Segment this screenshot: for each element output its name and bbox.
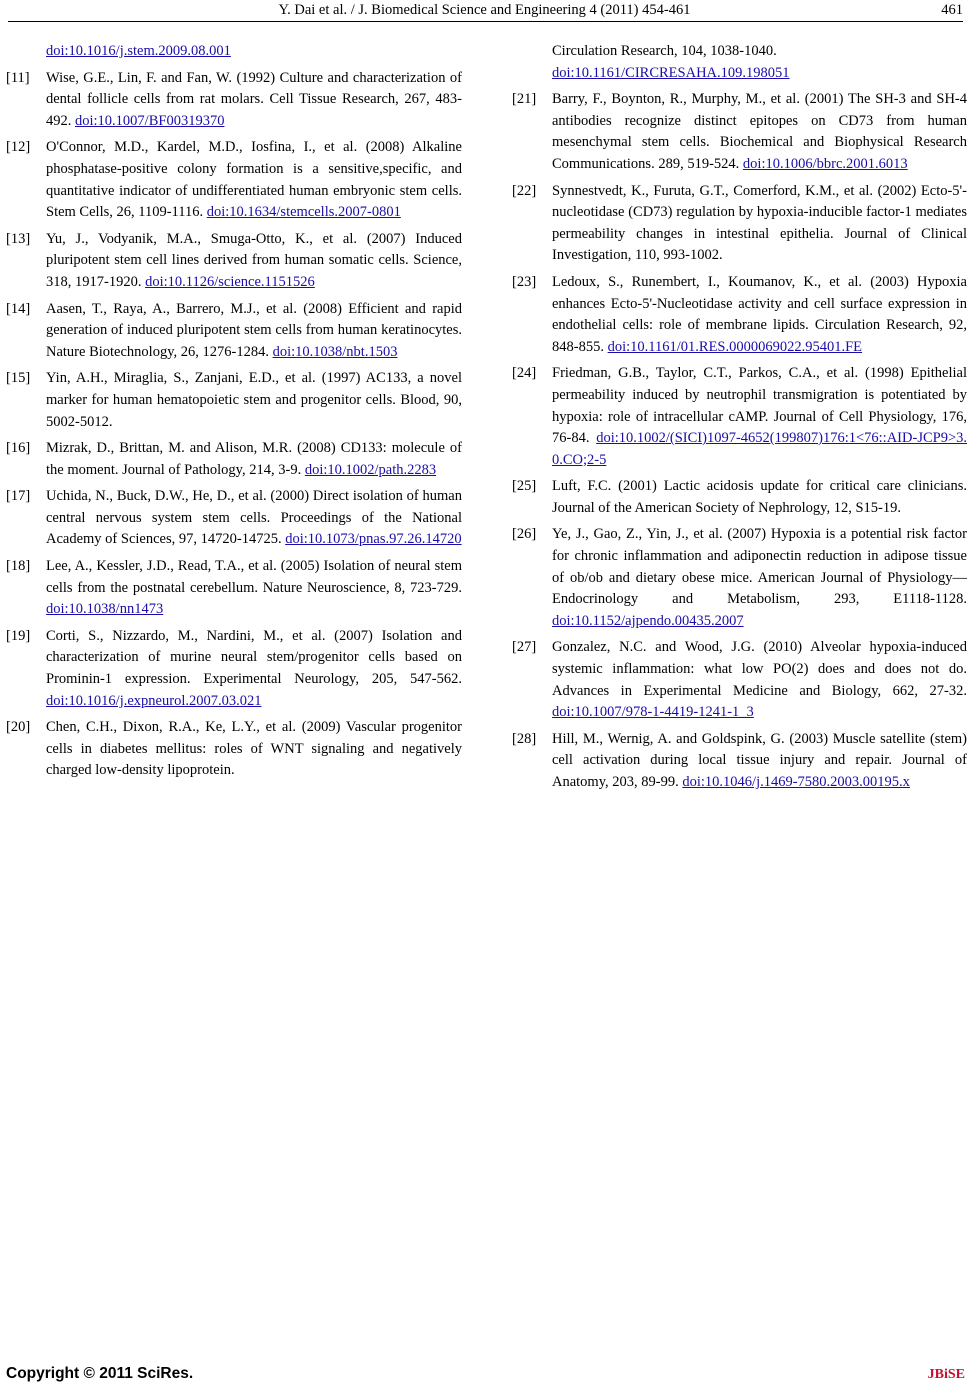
right-reference-list — [512, 89, 967, 793]
copyright-notice: Copyright © 2011 SciRes. — [6, 1365, 194, 1382]
left-column — [6, 41, 462, 787]
reference-text: Mizrak, D., Brittan, M. and Alison, M.R. (2008) CD133: molecule of the moment. Journal of Pathology, 214, 3-9. — [46, 440, 462, 478]
reference-text: Luft, F.C. (2001) Lactic acidosis update for critical care clinicians. Journal of the American Society of Nephrology, 12, S15-19. — [552, 478, 967, 516]
reference-number: [11] — [6, 69, 30, 86]
reference-entry — [512, 363, 967, 471]
reference-number: [20] — [6, 719, 31, 736]
reference-text: Ye, J., Gao, Z., Yin, J., et al. (2007) Hypoxia is a potential risk factor for chronic inflammation and adiponectin reduction in adipose tissue of ob/ob and dietary obese mice. American Journal of Physiology—Endocrinology and Metabolism, 293, E1118-1128. — [552, 526, 967, 608]
reference-number: [17] — [6, 488, 31, 505]
reference-number: [16] — [6, 440, 31, 457]
reference-text: Ledoux, S., Runembert, I., Koumanov, K., et al. (2003) Hypoxia enhances Ecto-5'-Nucleotidase activity and cell surface expression in endothelial cells: role of membrane lipids. Circulation Research, 92, 848-855. — [552, 273, 967, 355]
doi-link[interactable]: doi:10.1007/978-1-4419-1241-1_3 — [552, 704, 754, 721]
reference-text: Circulation Research, 104, 1038-1040. — [552, 43, 777, 59]
reference-number: [12] — [6, 139, 31, 156]
reference-entry — [6, 717, 462, 782]
reference-text: Wise, G.E., Lin, F. and Fan, W. (1992) Culture and characterization of dental follicle cells from rat molars. Cell Tissue Research, 267, 483-492. — [46, 69, 462, 129]
reference-entry — [512, 524, 967, 632]
reference-number: [26] — [512, 526, 537, 543]
running-head: Y. Dai et al. / J. Biomedical Science and Engineering 4 (2011) 454-461 — [278, 2, 691, 18]
reference-entry — [512, 181, 967, 267]
reference-entry — [6, 556, 462, 621]
header-rule — [8, 21, 963, 22]
left-reference-list — [6, 68, 462, 782]
reference-number: [27] — [512, 639, 537, 656]
reference-text: Friedman, G.B., Taylor, C.T., Parkos, C.A., et al. (1998) Epithelial permeability induced by neutrophil transmigration is potentiated by hypoxia: role of intracellular cAMP. Journal of Cell Physiology, 176, 76-84. — [552, 365, 967, 447]
doi-link[interactable]: doi:10.1046/j.1469-7580.2003.00195.x — [682, 774, 910, 790]
reference-text: Uchida, N., Buck, D.W., He, D., et al. (2000) Direct isolation of human central nervous system stem cells. Proceedings of the National Academy of Sciences, 97, 14720-14725. — [46, 488, 462, 548]
reference-entry — [6, 438, 462, 481]
reference-number: [28] — [512, 730, 537, 747]
reference-text: Yu, J., Vodyanik, M.A., Smuga-Otto, K., et al. (2007) Induced pluripotent stem cell lines derived from human somatic cells. Science, 318, 1917-1920. — [46, 230, 462, 290]
page-footer — [0, 1355, 969, 1385]
reference-text: Barry, F., Boynton, R., Murphy, M., et al. (2001) The SH-3 and SH-4 antibodies recognize distinct epitopes on CD73 from human mesenchymal stem cells. Biochemical and Biophysical Research Communications. 289, 519-524. — [552, 91, 967, 172]
doi-link[interactable]: doi:10.1038/nbt.1503 — [272, 343, 398, 360]
reference-entry — [512, 729, 967, 794]
reference-entry — [6, 299, 462, 364]
reference-number: [22] — [512, 182, 537, 199]
reference-text: Lee, A., Kessler, J.D., Read, T.A., et al. (2005) Isolation of neural stem cells from the postnatal cerebellum. Nature Neuroscience, 8, 723-729. — [46, 558, 462, 596]
reference-text: Hill, M., Wernig, A. and Goldspink, G. (2003) Muscle satellite (stem) cell activation during local tissue injury and repair. Journal of Anatomy, 203, 89-99. — [552, 730, 967, 790]
doi-link[interactable]: doi:10.1634/stemcells.2007-0801 — [206, 204, 401, 221]
doi-link[interactable]: doi:10.1126/science.1151526 — [145, 273, 315, 290]
reference-entry — [6, 137, 462, 223]
reference-entry — [512, 476, 967, 519]
doi-link[interactable]: doi:10.1161/01.RES.0000069022.95401.FE — [607, 338, 863, 355]
journal-abbreviation: JBiSE — [927, 1367, 965, 1382]
reference-entry — [6, 626, 462, 712]
doi-link[interactable]: doi:10.1002/path.2283 — [304, 461, 437, 478]
reference-number: [25] — [512, 478, 537, 495]
reference-entry — [6, 229, 462, 294]
reference-text: Chen, C.H., Dixon, R.A., Ke, L.Y., et al. (2009) Vascular progenitor cells in diabetes mellitus: roles of WNT signaling and negatively charged low-density lipoprotein. — [46, 719, 462, 779]
reference-entry — [6, 368, 462, 433]
page-header — [0, 0, 969, 24]
doi-link[interactable]: doi:10.1016/j.stem.2009.08.001 — [46, 43, 231, 59]
reference-number: [23] — [512, 273, 537, 290]
reference-number: [24] — [512, 365, 537, 382]
doi-link[interactable]: doi:10.1038/nn1473 — [46, 601, 164, 618]
doi-link[interactable]: doi:10.1002/(SICI)1097-4652(199807)176:1<76::AID-JCP9>3.0.CO;2-5 — [552, 430, 967, 468]
doi-link[interactable]: doi:10.1152/ajpendo.00435.2007 — [552, 612, 744, 629]
reference-continuation — [512, 41, 967, 84]
reference-number: [13] — [6, 230, 31, 247]
doi-link[interactable]: doi:10.1016/j.expneurol.2007.03.021 — [46, 692, 262, 709]
doi-link[interactable]: doi:10.1073/pnas.97.26.14720 — [285, 531, 462, 548]
doi-link[interactable]: doi:10.1006/bbrc.2001.6013 — [742, 155, 908, 172]
reference-number: [18] — [6, 558, 31, 575]
reference-text: Aasen, T., Raya, A., Barrero, M.J., et al. (2008) Efficient and rapid generation of induced pluripotent stem cells from human keratinocytes. Nature Biotechnology, 26, 1276-1284. — [46, 300, 462, 360]
reference-entry — [512, 89, 967, 175]
reference-entry — [6, 68, 462, 133]
doi-link[interactable]: doi:10.1007/BF00319370 — [75, 112, 225, 129]
reference-number: [14] — [6, 300, 31, 317]
reference-number: [21] — [512, 91, 537, 108]
reference-entry — [512, 637, 967, 723]
reference-text: Gonzalez, N.C. and Wood, J.G. (2010) Alveolar hypoxia-induced systemic inflammation: what low PO(2) does and does not do. Advances in Experimental Medicine and Biology, 662, 27-32. — [552, 639, 967, 699]
reference-number: [19] — [6, 627, 31, 644]
reference-number: [15] — [6, 370, 31, 387]
reference-entry — [6, 486, 462, 551]
reference-text: Synnestvedt, K., Furuta, G.T., Comerford, K.M., et al. (2002) Ecto-5'-nucleotidase (CD73) regulation by hypoxia-inducible factor-1 mediates permeability changes in intestinal epithelia. Journal of Clinical Investigation, 110, 993-1002. — [552, 182, 967, 264]
reference-entry — [512, 272, 967, 358]
reference-text: Yin, A.H., Miraglia, S., Zanjani, E.D., et al. (1997) AC133, a novel marker for human hematopoietic stem and progenitor cells. Blood, 90, 5002-5012. — [46, 370, 462, 430]
doi-link[interactable]: doi:10.1161/CIRCRESAHA.109.198051 — [552, 64, 790, 81]
reference-text: O'Connor, M.D., Kardel, M.D., Iosfina, I., et al. (2008) Alkaline phosphatase-positive colony formation is a sensitive,specific, and quantitative indicator of undifferentiated human embryonic stem cells. Stem Cells, 26, 1109-1116. — [46, 139, 462, 221]
right-column — [512, 41, 967, 799]
page-number: 461 — [941, 2, 963, 18]
reference-text: Corti, S., Nizzardo, M., Nardini, M., et al. (2007) Isolation and characterization of murine neural stem/progenitor cells based on Prominin-1 expression. Experimental Neurology, 205, 547-562. — [46, 627, 462, 688]
